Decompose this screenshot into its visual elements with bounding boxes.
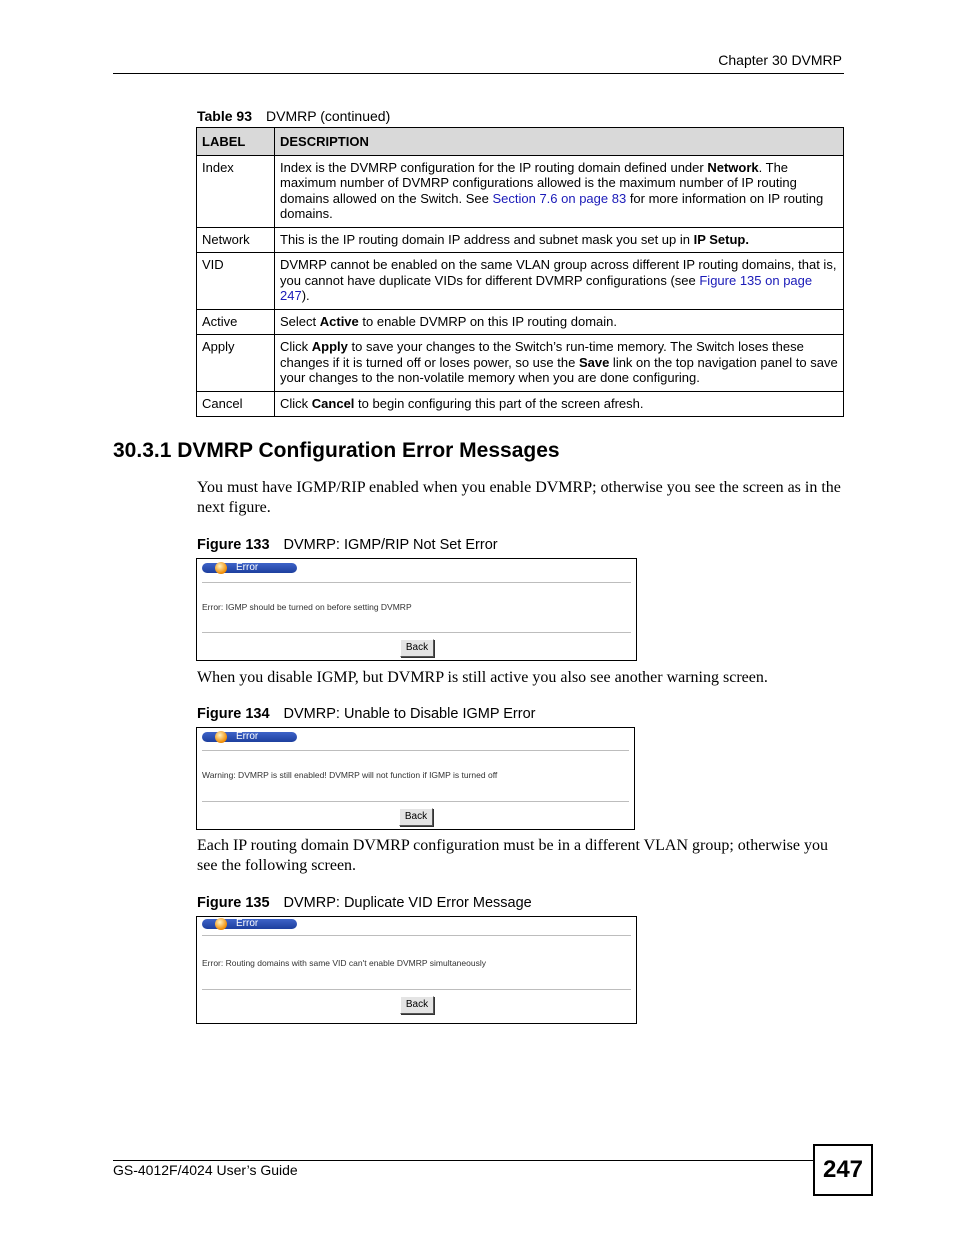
error-screen — [196, 916, 637, 1024]
table-header-row — [197, 128, 844, 156]
table-row — [197, 335, 844, 392]
row-label: Index — [197, 155, 275, 227]
error-message: Error: IGMP should be turned on before setting DVMRP — [202, 602, 412, 612]
table-number: Table 93 — [197, 108, 252, 124]
row-description: DVMRP cannot be enabled on the same VLAN group across different IP routing domains, that is, you cannot have duplicate VIDs for different DVMRP configurations (see Figure 135 on page 247). — [275, 253, 844, 310]
col-description: DESCRIPTION — [275, 128, 844, 156]
divider — [202, 935, 631, 936]
warning-icon — [215, 562, 227, 574]
divider — [202, 582, 631, 583]
row-description: This is the IP routing domain IP address and subnet mask you set up in IP Setup. — [275, 227, 844, 253]
warning-message: Warning: DVMRP is still enabled! DVMRP will not function if IGMP is turned off — [202, 770, 498, 780]
paragraph: When you disable IGMP, but DVMRP is still active you also see another warning screen. — [197, 669, 768, 686]
table-caption — [197, 108, 390, 124]
footer-rule — [113, 1160, 813, 1161]
error-badge: Error — [202, 919, 297, 929]
table-row — [197, 391, 844, 417]
row-description: Select Active to enable DVMRP on this IP routing domain. — [275, 309, 844, 335]
error-badge: Error — [202, 563, 297, 573]
back-button[interactable]: Back — [399, 808, 433, 826]
row-description: Click Cancel to begin configuring this part of the screen afresh. — [275, 391, 844, 417]
divider — [202, 750, 629, 751]
row-label: Apply — [197, 335, 275, 392]
section-link[interactable]: Section 7.6 on page 83 — [492, 190, 627, 206]
figure-caption: Figure 134 DVMRP: Unable to Disable IGMP Error — [197, 706, 536, 722]
row-description: Index is the DVMRP configuration for the IP routing domain defined under Network. The maximum number of DVMRP configurations allowed is the maximum number of IP routing domains allowed on the Switch. See Section 7.6 on page 83 for more information on IP routing domains. — [275, 155, 844, 227]
warning-screen — [196, 727, 635, 830]
row-label: Cancel — [197, 391, 275, 417]
table-row — [197, 253, 844, 310]
header-rule — [113, 73, 844, 74]
error-screen — [196, 558, 637, 661]
guide-title: GS-4012F/4024 User’s Guide — [113, 1162, 298, 1178]
row-label: VID — [197, 253, 275, 310]
row-label: Active — [197, 309, 275, 335]
figure-caption: Figure 133 DVMRP: IGMP/RIP Not Set Error — [197, 537, 498, 553]
paragraph: You must have IGMP/RIP enabled when you enable DVMRP; otherwise you see the screen as in the next figure. — [197, 479, 841, 516]
chapter-header: Chapter 30 DVMRP — [718, 52, 842, 68]
divider — [202, 801, 629, 802]
divider — [202, 989, 631, 990]
section-heading: 30.3.1 DVMRP Configuration Error Messages — [113, 439, 560, 462]
back-button[interactable]: Back — [400, 996, 434, 1014]
figure-caption: Figure 135 DVMRP: Duplicate VID Error Message — [197, 895, 532, 911]
row-label: Network — [197, 227, 275, 253]
col-label: LABEL — [197, 128, 275, 156]
divider — [202, 632, 631, 633]
figure-link[interactable]: Figure 135 on page 247 — [280, 272, 813, 303]
table-row — [197, 227, 844, 253]
back-button[interactable]: Back — [400, 639, 434, 657]
error-message: Error: Routing domains with same VID can't enable DVMRP simultaneously — [202, 958, 486, 968]
row-description: Click Apply to save your changes to the Switch’s run-time memory. The Switch loses these changes if it is turned off or loses power, so use the Save link on the top navigation panel to save your changes to the non-volatile memory when you are done configuring. — [275, 335, 844, 392]
page-number: 247 — [813, 1144, 873, 1196]
warning-icon — [215, 918, 227, 930]
table-row — [197, 155, 844, 227]
error-badge: Error — [202, 732, 297, 742]
warning-icon — [215, 731, 227, 743]
table-title: DVMRP (continued) — [266, 108, 391, 124]
paragraph: Each IP routing domain DVMRP configuration must be in a different VLAN group; otherwise you see the following screen. — [197, 837, 829, 874]
table-row — [197, 309, 844, 335]
dvmrp-table — [196, 127, 844, 417]
